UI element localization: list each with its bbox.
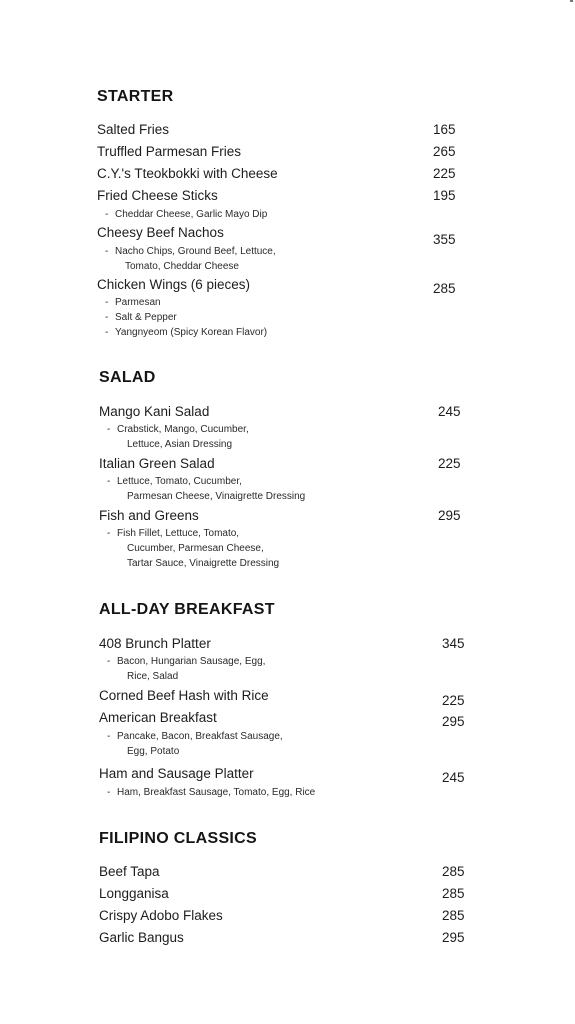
menu-item <box>99 455 469 507</box>
item-price: 225 <box>438 456 461 471</box>
description-line: Fish Fillet, Lettuce, Tomato, <box>117 528 240 539</box>
section-title: FILIPINO CLASSICS <box>99 830 257 847</box>
item-price: 285 <box>442 886 465 901</box>
item-name: 408 Brunch Platter <box>99 636 211 651</box>
item-description: - Cheddar Cheese, Garlic Mayo Dip <box>105 209 268 220</box>
description-line: Crabstick, Mango, Cucumber, <box>117 424 249 435</box>
menu-item <box>99 765 474 801</box>
menu-item <box>97 224 467 276</box>
menu-item <box>97 187 467 224</box>
item-price: 225 <box>442 693 465 708</box>
item-name: Chicken Wings (6 pieces) <box>97 277 251 292</box>
item-name: Corned Beef Hash with Rice <box>99 688 269 703</box>
item-price: 285 <box>442 908 465 923</box>
item-price: 265 <box>433 144 456 159</box>
section-all-day-breakfast <box>99 600 474 801</box>
menu-item <box>97 165 467 187</box>
menu-item <box>99 403 469 455</box>
section-title: SALAD <box>99 369 156 386</box>
item-name: Italian Green Salad <box>99 456 215 471</box>
description-line: Yangnyeom (Spicy Korean Flavor) <box>115 327 268 338</box>
item-name: Garlic Bangus <box>99 930 184 945</box>
description-line: Nacho Chips, Ground Beef, Lettuce, <box>115 246 276 257</box>
item-name: Ham and Sausage Platter <box>99 766 254 781</box>
description-line: Cucumber, Parmesan Cheese, <box>127 543 264 554</box>
description-line: Cheddar Cheese, Garlic Mayo Dip <box>115 209 268 220</box>
item-price: 295 <box>442 714 465 729</box>
item-name: Cheesy Beef Nachos <box>97 225 224 240</box>
description-line: Ham, Breakfast Sausage, Tomato, Egg, Rice <box>117 787 316 798</box>
item-price: 295 <box>442 930 465 945</box>
menu-item <box>97 121 467 143</box>
item-price: 355 <box>433 232 456 247</box>
item-price: 285 <box>442 864 465 879</box>
item-description: - Lettuce, Tomato, Cucumber, Parmesan Cheese, Vinaigrette Dressing <box>99 474 469 504</box>
item-price: 285 <box>433 281 456 296</box>
menu-item <box>97 276 467 344</box>
item-name: Salted Fries <box>97 122 170 137</box>
description-line: Parmesan <box>115 297 161 308</box>
item-price: 245 <box>438 404 461 419</box>
description-line: Egg, Potato <box>127 746 180 757</box>
item-name: Mango Kani Salad <box>99 404 210 419</box>
item-description: - Pancake, Bacon, Breakfast Sausage, Egg, Potato <box>99 729 474 759</box>
item-name: Fish and Greens <box>99 508 199 523</box>
section-title: STARTER <box>97 88 174 105</box>
item-price: 195 <box>433 188 456 203</box>
description-line: Tomato, Cheddar Cheese <box>125 261 239 272</box>
item-name: C.Y.'s Tteokbokki with Cheese <box>97 166 278 181</box>
description-line: Pancake, Bacon, Breakfast Sausage, <box>117 731 283 742</box>
item-price: 165 <box>433 122 456 137</box>
description-line: Lettuce, Tomato, Cucumber, <box>117 476 242 487</box>
item-description: - Nacho Chips, Ground Beef, Lettuce, Tomato, Cheddar Cheese <box>97 244 467 274</box>
description-line: Parmesan Cheese, Vinaigrette Dressing <box>127 491 306 502</box>
item-description: - Parmesan - Salt & Pepper - Yangnyeom (Spicy Korean Flavor) <box>105 297 268 338</box>
menu-item <box>99 863 474 885</box>
item-name: American Breakfast <box>99 710 217 725</box>
item-price: 245 <box>442 770 465 785</box>
menu-item <box>99 635 474 687</box>
section-salad <box>99 368 469 573</box>
section-starter <box>97 87 467 344</box>
item-description: - Crabstick, Mango, Cucumber, Lettuce, Asian Dressing <box>99 422 469 452</box>
section-filipino-classics <box>99 829 474 951</box>
item-name: Crispy Adobo Flakes <box>99 908 223 923</box>
corner-mark <box>570 0 573 2</box>
menu-item <box>97 143 467 165</box>
menu-item <box>99 709 474 765</box>
menu-item <box>99 907 474 929</box>
item-name: Truffled Parmesan Fries <box>97 144 242 159</box>
item-description: - Ham, Breakfast Sausage, Tomato, Egg, Rice <box>107 787 316 798</box>
item-name: Longganisa <box>99 886 169 901</box>
item-name: Beef Tapa <box>99 864 160 879</box>
item-description: - Bacon, Hungarian Sausage, Egg, Rice, Salad <box>99 654 474 684</box>
item-price: 345 <box>442 636 465 651</box>
item-name: Fried Cheese Sticks <box>97 188 218 203</box>
menu-item <box>99 687 474 709</box>
item-price: 225 <box>433 166 456 181</box>
menu-item <box>99 885 474 907</box>
menu-item <box>99 507 469 573</box>
description-line: Rice, Salad <box>127 671 179 682</box>
section-title: ALL-DAY BREAKFAST <box>99 601 275 618</box>
description-line: Tartar Sauce, Vinaigrette Dressing <box>127 558 280 569</box>
item-price: 295 <box>438 508 461 523</box>
description-line: Bacon, Hungarian Sausage, Egg, <box>117 656 266 667</box>
item-description: - Fish Fillet, Lettuce, Tomato, Cucumber, Parmesan Cheese, Tartar Sauce, Vinaigrette Dressing <box>99 526 469 571</box>
description-line: Lettuce, Asian Dressing <box>127 439 233 450</box>
menu-item <box>99 929 474 951</box>
description-line: Salt & Pepper <box>115 312 177 323</box>
